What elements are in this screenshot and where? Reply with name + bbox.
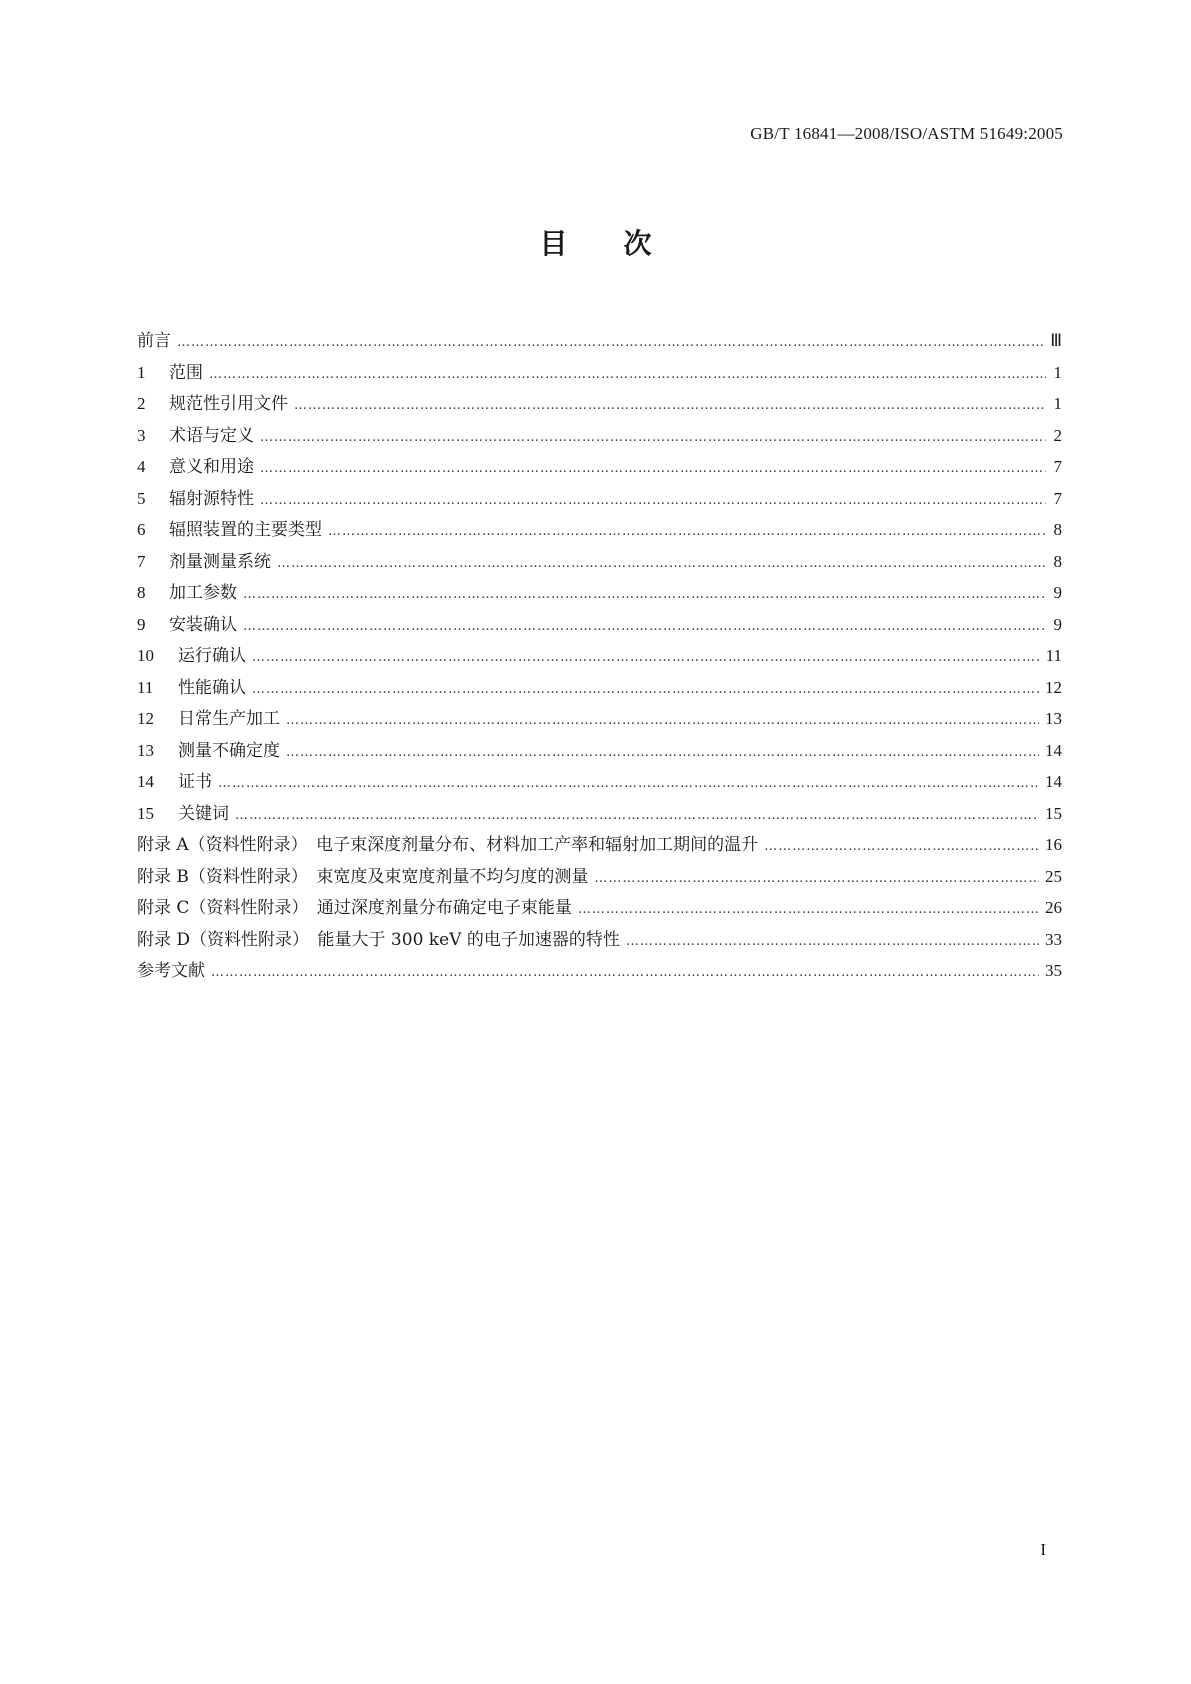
toc-entry-number: 3 [137,425,146,445]
page-title [0,222,1191,262]
toc-entry-label: 关键词 [178,803,229,824]
toc-entry-number: 2 [137,394,146,413]
toc-entry-number: 12 [137,709,154,728]
toc-entry-page: 12 [1045,677,1062,697]
toc-entry-page: 14 [1045,740,1062,760]
toc-entry[interactable] [137,673,1062,705]
toc-entry-number: 10 [137,646,154,665]
toc-entry-number: 7 [137,551,146,571]
toc-entry[interactable] [137,452,1062,484]
table-of-contents [137,326,1062,988]
toc-entry-label: 规范性引用文件 [169,394,288,414]
toc-entry[interactable] [137,547,1062,579]
toc-entry-page: 9 [1053,583,1062,602]
toc-entry-number: 15 [137,803,154,823]
toc-entry-appendix[interactable] [137,830,1062,862]
toc-entry-page: 7 [1053,488,1062,508]
toc-entry[interactable] [137,358,1062,390]
toc-entry[interactable] [137,389,1062,421]
toc-entry-page: 33 [1045,929,1062,949]
toc-entry-page: 15 [1045,803,1062,823]
toc-entry-number: 1 [137,362,146,382]
toc-entry-number: 8 [137,583,146,602]
toc-entry-label: 术语与定义 [169,425,254,446]
toc-entry-label: 附录 D（资料性附录） 能量大于 300 keV 的电子加速器的特性 [137,929,620,950]
toc-entry-appendix[interactable] [137,893,1062,925]
toc-entry-number: 4 [137,457,146,476]
toc-entry-page: 8 [1053,520,1062,539]
toc-entry-page: 7 [1053,457,1062,476]
toc-entry-page: 26 [1045,898,1062,917]
toc-entry-label: 附录 B（资料性附录） 束宽度及束宽度剂量不均匀度的测量 [137,866,589,887]
toc-entry-page: 11 [1045,646,1062,665]
toc-entry-label: 前言 [137,331,171,351]
toc-entry-label: 范围 [169,362,203,383]
toc-entry-page: 1 [1053,394,1062,413]
toc-entry[interactable] [137,326,1062,358]
page-number: I [1040,1540,1046,1559]
toc-entry-page: 25 [1045,866,1062,886]
toc-entry-appendix[interactable] [137,862,1062,894]
toc-entry-label: 运行确认 [178,646,246,666]
toc-entry-label: 测量不确定度 [178,740,280,761]
toc-entry-appendix[interactable] [137,925,1062,957]
toc-entry[interactable] [137,421,1062,453]
toc-entry-label: 证书 [178,772,212,792]
toc-entry-page: 35 [1045,961,1062,980]
toc-entry[interactable] [137,767,1062,799]
toc-entry-page: 8 [1053,551,1062,571]
toc-entry-page: 9 [1053,614,1062,634]
toc-entry-label: 剂量测量系统 [169,551,271,572]
toc-entry-page: Ⅲ [1050,331,1062,350]
toc-entry[interactable] [137,799,1062,831]
toc-entry-number: 9 [137,614,146,634]
toc-entry[interactable] [137,736,1062,768]
toc-entry[interactable] [137,484,1062,516]
toc-entry-label: 参考文献 [137,961,205,981]
toc-entry-number: 6 [137,520,146,539]
standard-code-header: GB/T 16841—2008/ISO/ASTM 51649:2005 [750,124,1063,143]
toc-entry-number: 5 [137,488,146,508]
toc-entry-label: 辐照装置的主要类型 [169,520,322,540]
toc-entry-number: 11 [137,677,154,697]
toc-entry[interactable] [137,704,1062,736]
toc-entry[interactable] [137,515,1062,547]
title-char-1: 目 [539,227,568,260]
toc-entry-number: 14 [137,772,154,791]
toc-entry-label: 安装确认 [169,614,237,635]
toc-entry-number: 13 [137,740,154,760]
toc-entry-label: 意义和用途 [169,457,254,477]
toc-entry-label: 日常生产加工 [178,709,280,729]
toc-entry-page: 14 [1045,772,1062,791]
toc-entry[interactable] [137,641,1062,673]
toc-entry-page: 16 [1045,835,1062,854]
toc-entry-page: 1 [1053,362,1062,382]
toc-entry-label: 附录 C（资料性附录） 通过深度剂量分布确定电子束能量 [137,898,572,918]
toc-entry-page: 2 [1053,425,1062,445]
toc-entry-label: 辐射源特性 [169,488,254,509]
toc-entry[interactable] [137,610,1062,642]
title-char-2: 次 [623,227,652,260]
toc-entry-page: 13 [1045,709,1062,728]
toc-entry-label: 附录 A（资料性附录） 电子束深度剂量分布、材料加工产率和辐射加工期间的温升 [137,835,759,855]
toc-entry-label: 加工参数 [169,583,237,603]
toc-entry-label: 性能确认 [178,677,246,698]
toc-entry[interactable] [137,578,1062,610]
toc-entry[interactable] [137,956,1062,988]
